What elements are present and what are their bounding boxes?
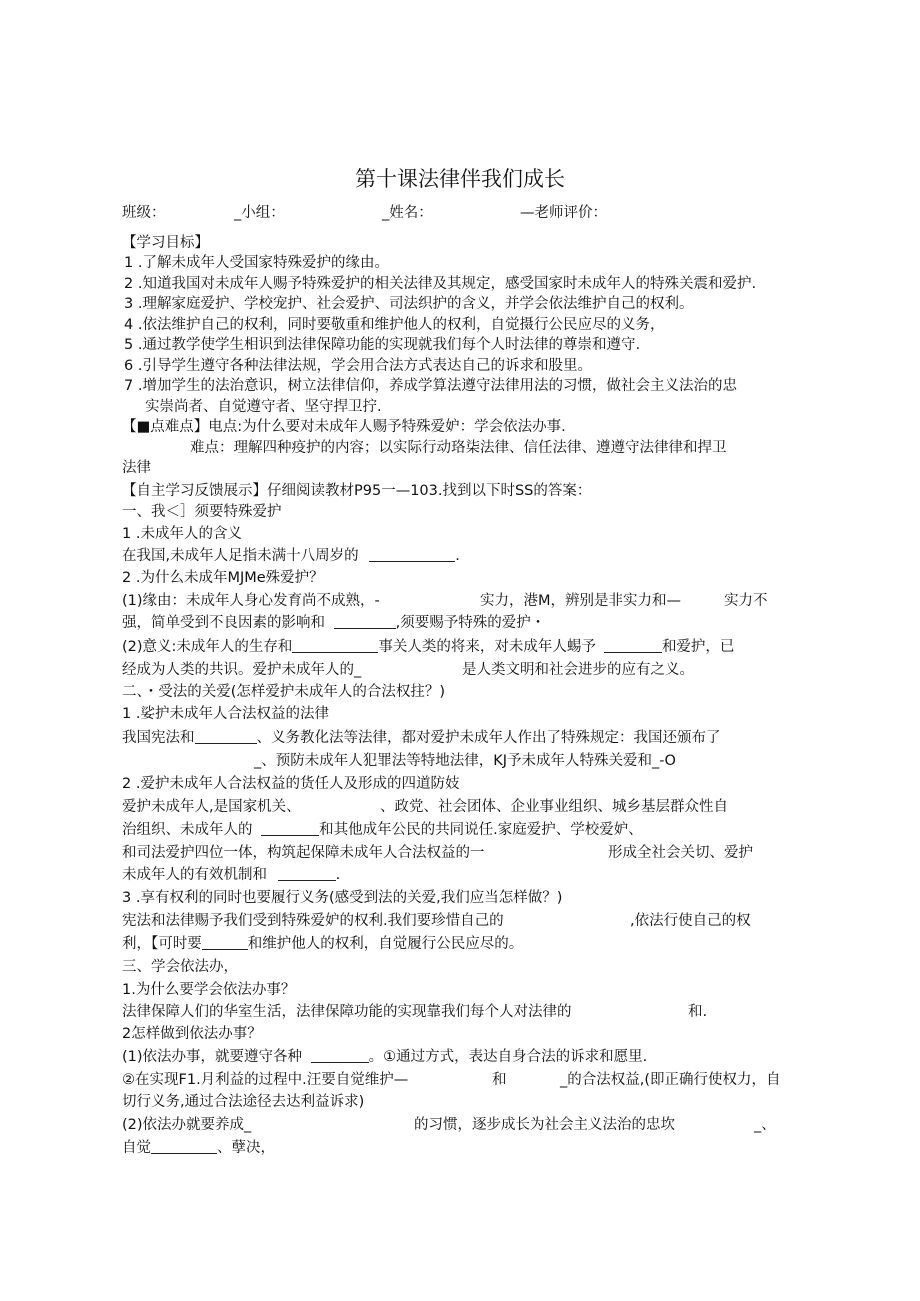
difficult-points: 难点：理解四种疫护的内容；以实际行动珞柒法律、信任法律、遵遵守法律律和捍卫 (190, 440, 727, 456)
subheading: 3 .享有权利的同时也要履行义务(感受到法的关爱,我们应当怎样做？) (122, 890, 563, 906)
fill-line: (2)依法办就要养成_ 的习惯，逐步成长为社会主义法治的忠坎 _、 (122, 1117, 776, 1133)
fill-line: 和司法爱护四位一体，构筑起保障未成年人合法权益的一 形成全社会关切、爱护 (122, 845, 753, 861)
fill-line: (1)缘由：未成年人身心发育尚不成熟，- 实力，港M，辨别是非实力和— 实力不 (122, 593, 768, 609)
subheading: 2怎样做到依法办事？ (122, 1026, 262, 1042)
fill-line: 自觉 、孽决， (122, 1140, 275, 1156)
answer-blank[interactable] (311, 1048, 369, 1063)
goal-item: 7 .增加学生的法治意识，树立法律信仰，养成学算法遵守法律用法的习惯，做社会主义法治的忠 (124, 378, 737, 394)
fill-line: 爱护未成年人,是国家机关、 、政党、社会团体、企业事业组织、城乡基层群众性自 (122, 799, 728, 815)
fill-line: 我国宪法和 、义务教化法等法律，都对爱护未成年人作出了特殊规定：我国还颁布了 (122, 730, 721, 746)
section-heading-3: 三、学会依法办， (122, 959, 238, 975)
subheading: 2 .为什么未成年MJMe殊爱护？ (122, 570, 324, 586)
section-heading-goals: 【学习目标】 (122, 235, 209, 251)
answer-blank[interactable] (195, 729, 257, 744)
subheading: 2 .爱护未成年人合法权益的货任人及形成的四道防妓 (122, 776, 460, 792)
class-label: 班级： (122, 205, 166, 221)
goal-item: 6 .引导学生遵守各种法律法规，学会用合法方式表达自己的诉求和股里。 (124, 358, 592, 374)
name-label: _姓名： (382, 205, 433, 221)
answer-blank[interactable] (604, 638, 662, 653)
fill-line: 法律保障人们的华室生活，法律保障功能的实现靠我们每个人对法律的 和. (122, 1004, 708, 1020)
goal-item: 3 .理解家庭爱护、学校宠护、社会爱护、司法织护的含义，并学会依法维护自己的权利。 (124, 296, 694, 312)
key-points: 【■点难点】电点:为什么要对未成年人赐予特殊爱妒：学会依法办事. (122, 419, 566, 435)
goal-item: 5 .通过教学使学生相识到法律保障功能的实现就我们每个人时法律的尊崇和遵守. (124, 337, 641, 353)
answer-blank[interactable] (292, 638, 378, 653)
subheading: 1.为什么要学会依法办事？ (122, 982, 296, 998)
section-heading-2: 二、・受法的关爱(怎样爱护未成年人的合法权拄？) (122, 684, 446, 700)
answer-blank[interactable] (202, 935, 248, 950)
fill-line: ②在实现F1.月利益的过程中.汪要自觉维护— 和 _的合法权益,(即正确行使权力，自 (122, 1072, 781, 1088)
goal-item: 1 .了解未成年人受国家特殊爱护的缘由。 (124, 255, 389, 271)
subheading: 1 .娑护未成年人合法权益的法律 (122, 706, 329, 722)
fill-line: _、预防未成年人犯罪法等特地法律，KJ予未成年人特殊关爱和_-O (254, 753, 676, 769)
fill-line: 未成年人的有效机制和 . (122, 867, 341, 883)
fill-line: 切行义务,通过合法途径去达利益诉求) (122, 1094, 365, 1110)
answer-blank[interactable] (278, 866, 336, 881)
answer-blank[interactable] (151, 1139, 217, 1154)
answer-blank[interactable] (334, 614, 396, 629)
goal-item: 2 .知道我国对未成年人赐予特殊爱护的相关法律及其规定，感受国家时未成年人的特殊关震和爱护. (124, 276, 757, 292)
teacher-evaluation-label: —老师评价： (520, 205, 607, 221)
group-label: _小组： (234, 205, 285, 221)
fill-line: 在我国,未成年人足指未满十八周岁的 . (122, 548, 460, 564)
fill-line: 强，简单受到不良因素的影响和 ,须要赐予特殊的爱护・ (122, 615, 546, 631)
answer-blank[interactable] (261, 821, 319, 836)
page-title: 第十课法律伴我们成长 (355, 167, 565, 191)
fill-line: 经成为人类的共识。爱护未成年人的_ 是人类文明和社会进步的应有之义。 (122, 662, 694, 678)
difficult-points-continued: 法律 (122, 460, 151, 476)
fill-line: (1)依法办事，就要遵守各种 。①通过方式，表达自身合法的诉求和愿里. (122, 1049, 648, 1065)
goal-item: 4 .依法维护自己的权利，同时要敬重和维护他人的权利，自觉摄行公民应尽的义务， (124, 317, 665, 333)
subheading: 1 .未成年人的含义 (122, 526, 242, 542)
self-study-heading: 【自主学习反馈展示】仔细阅读教材P95一—103.找到以下时SS的答案： (122, 483, 592, 499)
section-heading-1: 一、我＜］须要特殊爱护 (122, 504, 282, 520)
fill-line: (2)意义:未成年人的生存和 事关人类的将来，对未成年人蜴予 和爱护，已 (122, 639, 735, 655)
answer-blank[interactable] (369, 547, 455, 562)
fill-line: 利，【可时要 和维护他人的权利，自觉履行公民应尽的。 (122, 936, 524, 952)
info-row (122, 201, 802, 221)
fill-line: 治组织、未成年人的 和其他成年公民的共同说任.家庭爱护、学校爱妒、 (122, 822, 643, 838)
goal-item-continued: 实崇尚者、自觉遵守者、坚守捍卫拧. (145, 399, 382, 415)
fill-line: 宪法和法律赐予我们受到特殊爱妒的权利.我们要珍惜自己的 ,依法行使自己的权 (122, 913, 751, 929)
